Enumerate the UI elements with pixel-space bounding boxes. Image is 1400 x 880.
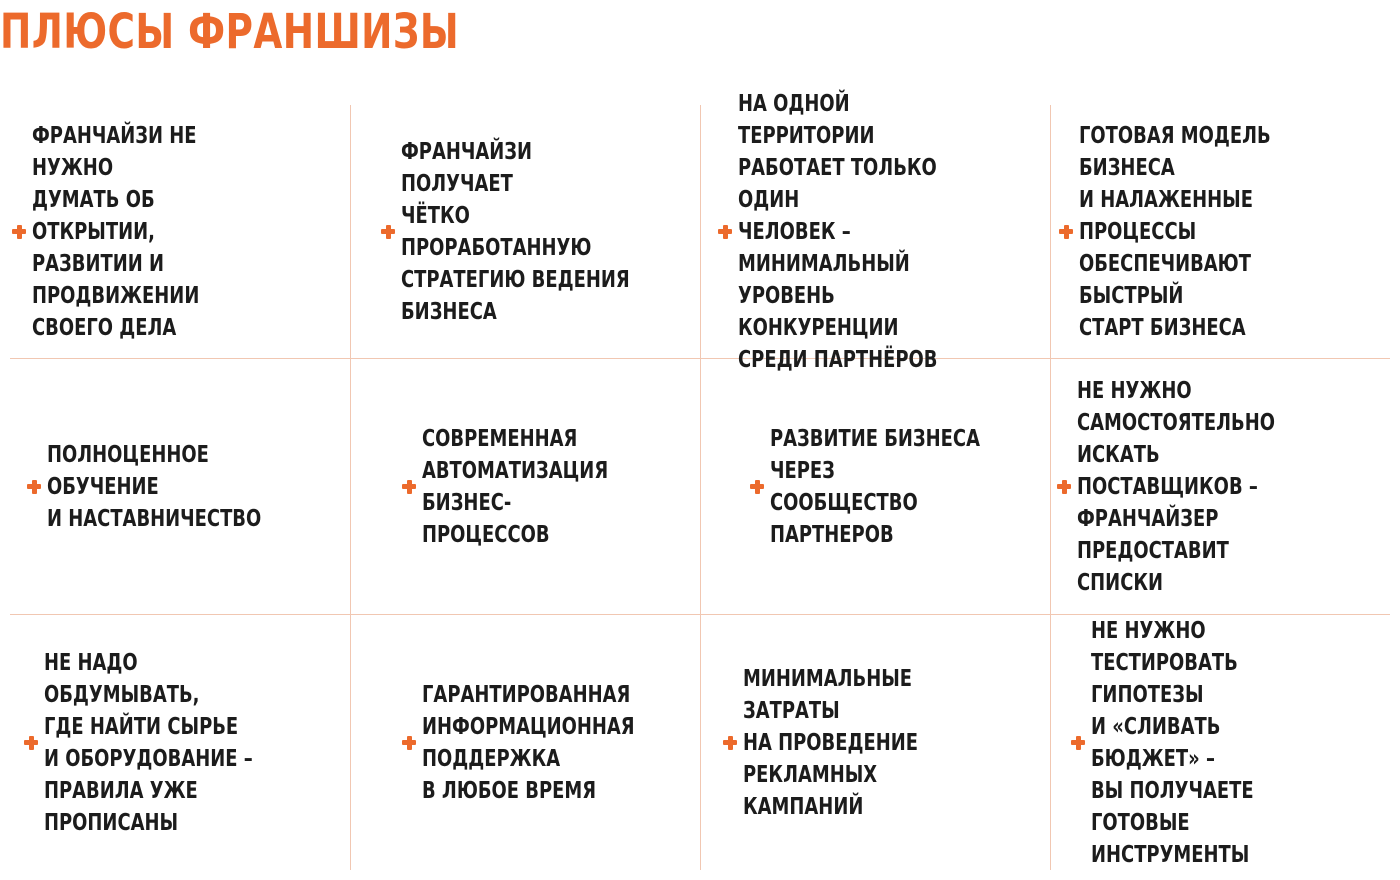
benefit-text: НЕ НАДО ОБДУМЫВАТЬ, ГДЕ НАЙТИ СЫРЬЕ И ОБОРУДОВАНИЕ – ПРАВИЛА УЖЕ ПРОПИСАНЫ [44,649,253,836]
benefit-card [701,615,1050,870]
page-title: ПЛЮСЫ ФРАНШИЗЫ [0,4,460,60]
plus-icon [748,478,766,496]
benefit-card [1051,105,1390,358]
plus-icon [1069,734,1087,752]
benefit-card [351,615,700,870]
benefit-card [1051,615,1390,870]
benefit-text: НЕ НУЖНО ТЕСТИРОВАТЬ ГИПОТЕЗЫ И «СЛИВАТЬ БЮДЖЕТ» – ВЫ ПОЛУЧАЕТЕ ГОТОВЫЕ ИНСТРУМЕНТЫ [1091,617,1254,868]
plus-icon [1055,478,1073,496]
benefit-card [351,359,700,614]
benefit-text: НЕ НУЖНО САМОСТОЯТЕЛЬНО ИСКАТЬ ПОСТАВЩИКОВ – ФРАНЧАЙЗЕР ПРЕДОСТАВИТ СПИСКИ [1077,377,1275,596]
benefit-text: РАЗВИТИЕ БИЗНЕСА ЧЕРЕЗ СООБЩЕСТВО ПАРТНЕРОВ [770,425,980,548]
benefit-card [701,90,1050,373]
benefit-text: НА ОДНОЙ ТЕРРИТОРИИ РАБОТАЕТ ТОЛЬКО ОДИН ЧЕЛОВЕК – МИНИМАЛЬНЫЙ УРОВЕНЬ КОНКУРЕНЦИИ СРЕДИ ПАРТНЁРОВ [738,90,938,373]
benefit-text: ГАРАНТИРОВАННАЯ ИНФОРМАЦИОННАЯ ПОДДЕРЖКА В ЛЮБОЕ ВРЕМЯ [422,681,635,804]
plus-icon [721,734,739,752]
plus-icon [716,223,734,241]
benefit-text: ФРАНЧАЙЗИ ПОЛУЧАЕТ ЧЁТКО ПРОРАБОТАННУЮ СТРАТЕГИЮ ВЕДЕНИЯ БИЗНЕСА [401,138,630,325]
plus-icon [1057,223,1075,241]
benefit-text: СОВРЕМЕННАЯ АВТОМАТИЗАЦИЯ БИЗНЕС-ПРОЦЕССОВ [422,425,609,548]
plus-icon [379,223,397,241]
benefit-card [10,615,350,870]
plus-icon [25,478,43,496]
benefit-card [1051,359,1390,614]
plus-icon [10,223,28,241]
plus-icon [400,734,418,752]
benefit-card [10,105,350,358]
benefit-card [351,105,700,358]
plus-icon [400,478,418,496]
benefit-text: МИНИМАЛЬНЫЕ ЗАТРАТЫ НА ПРОВЕДЕНИЕ РЕКЛАМНЫХ КАМПАНИЙ [743,665,919,820]
benefit-text: ФРАНЧАЙЗИ НЕ НУЖНО ДУМАТЬ ОБ ОТКРЫТИИ, РАЗВИТИИ И ПРОДВИЖЕНИИ СВОЕГО ДЕЛА [32,122,200,341]
benefits-grid [10,90,1390,870]
benefit-text: ГОТОВАЯ МОДЕЛЬ БИЗНЕСА И НАЛАЖЕННЫЕ ПРОЦЕССЫ ОБЕСПЕЧИВАЮТ БЫСТРЫЙ СТАРТ БИЗНЕСА [1079,122,1271,341]
benefit-text: ПОЛНОЦЕННОЕ ОБУЧЕНИЕ И НАСТАВНИЧЕСТВО [47,441,262,532]
benefit-card [10,359,350,614]
plus-icon [22,734,40,752]
benefit-card [701,359,1050,614]
